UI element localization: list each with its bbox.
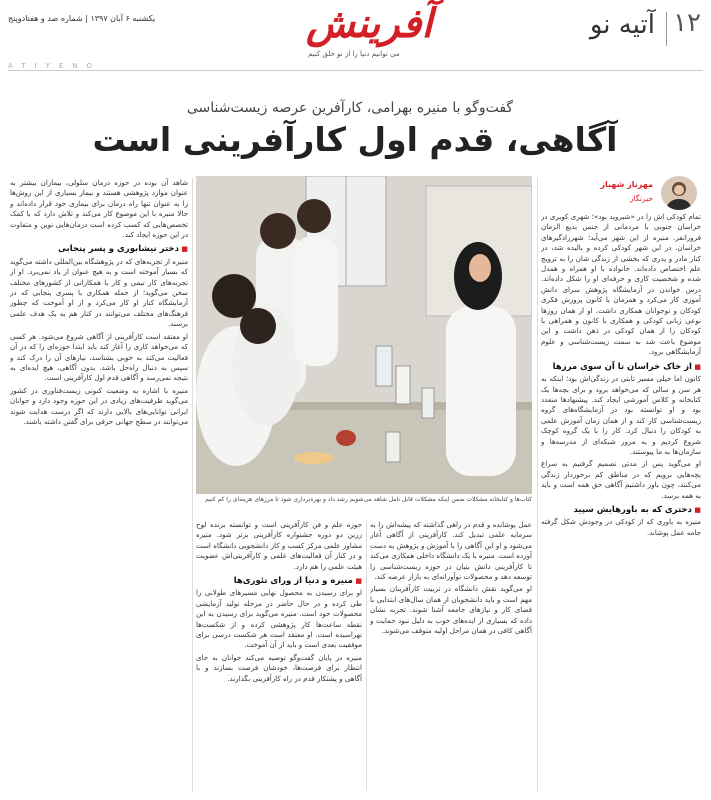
page-number: ۱۲ bbox=[673, 8, 701, 38]
subheading: ■ دختر نیشابوری و پسر پنجابی bbox=[10, 244, 188, 254]
photo-caption: کتاب‌ها و کتابخانه مشکلات ضمن اینکه مشکلات قابل تامل شاهد می‌شویم رشد داد و بهره‌برداری شود تا مرزهای هزینه‌ای را کم کنیم bbox=[205, 496, 532, 503]
column-divider bbox=[537, 178, 538, 792]
body-paragraph: حوزه علم و فن کارآفرینی است و توانسته برنده لوح زرین دو دوره جشنواره کارآفرینی برتر شود. منیره مشاور علمی مرکز کسب و کار دانشجویی دانشگاه است و در کنار آن فعالیت‌های علمی و کارآفرینی‌اش عضویت هیئت علمی را هم دارد. bbox=[196, 520, 362, 571]
body-paragraph: منیره در پایان گفت‌وگو توصیه می‌کند جوانان به جای انتظار برای فرصت‌ها، خودشان فرصت بسازند و با آگاهی و پشتکار قدم در راه کارآفرینی بگذارند. bbox=[196, 652, 362, 683]
masthead-code: ATIYENO bbox=[8, 62, 102, 70]
logo-tagline: می توانیم دنیا را از نو خلق کنیم bbox=[308, 50, 400, 58]
column-divider bbox=[366, 520, 367, 790]
masthead-divider bbox=[666, 12, 667, 46]
article-headline: آگاهی، قدم اول کارآفرینی است bbox=[92, 120, 618, 159]
author-role: خبرنگار bbox=[629, 194, 653, 203]
subheading: ■ منیره و دنیا از ورای تئوری‌ها bbox=[196, 576, 362, 586]
article-column-bottom-right bbox=[370, 520, 532, 792]
article-photo bbox=[196, 176, 532, 494]
article-column-right bbox=[541, 212, 701, 792]
author-byline bbox=[541, 176, 701, 210]
subheading: ■ از خاک خراسان تا آن سوی مرزها bbox=[541, 362, 701, 372]
body-paragraph: او معتقد است کارآفرینی از آگاهی شروع می‌شود. هر کسی که می‌خواهد کاری را آغاز کند باید ابتدا حوزه‌ای را که در آن فعالیت می‌کند به خوبی بشناسد، نیازهای آن را درک کند و سپس به دنبال راه‌حل باشد. بدون آگاهی، هیچ ایده‌ای به نتیجه نمی‌رسد و آگاهی قدم اول کارآفرینی است. bbox=[10, 331, 188, 383]
issue-date-line: یکشنبه ۶ آبان ۱۳۹۷ | شماره صد و هفتادوپنج bbox=[8, 14, 156, 23]
article-column-bottom-middle bbox=[196, 520, 362, 792]
subheading: ■ دختری که به باورهایش سپید bbox=[541, 505, 701, 515]
author-name: مهرناز شهباز bbox=[600, 180, 653, 189]
body-paragraph: شاهد آن بوده در حوزه درمان سلولی، بیماران بیشتر به عنوان موارد پژوهشی هستند و بیمار بسیاری از این روش‌ها را به عنوان تنها راه درمان برای بیماری خود قرار داده‌اند و حالا منیره با این موضوع کار می‌کند و تلاش دارد که با کمک تخصص‌هایی که کسب کرده است درمان‌هایی نوین و متفاوت در این حوزه ایجاد کند. bbox=[10, 178, 188, 240]
body-paragraph: منیره با اشاره به وضعیت کنونی زیست‌فناوری در کشور می‌گوید ظرفیت‌های زیادی در این حوزه وجود دارد و جوانان ایرانی توانایی‌های بالایی دارند که اگر درست هدایت شوند می‌توانند در سطح جهانی حرفی برای گفتن داشته باشند. bbox=[10, 385, 188, 426]
body-paragraph: عمل پوشانده و قدم در راهی گذاشته که پیشه‌اش را به سرمایه علمی تبدیل کند. کارآفرینی از آگاهی آغاز می‌شود و او این آگاهی را با آموزش و پژوهش به دست آورده است. منیره با یک دانشگاه داخلی همکاری می‌کند تا کارآفرینی دانش بنیان در حوزه زیست‌شناسی را توسعه دهد و محصولات نوآورانه‌ای به بازار عرضه کند. bbox=[370, 520, 532, 582]
publication-logo: آفرینش bbox=[306, 0, 433, 47]
body-paragraph: او برای رسیدن به محصول نهایی مسیرهای طولانی را طی کرده و در حال حاضر در مرحله تولید آزمایشی محصولات خود است. منیره می‌گوید برای رسیدن به این نقطه ساعت‌ها کار پژوهشی کرده و از شکست‌ها نهراسیده است. او معتقد است هر شکست درسی برای موفقیت بعدی است و باید از آن آموخت. bbox=[196, 588, 362, 650]
article-kicker: گفت‌وگو با منیره بهرامی، کارآفرین عرصه زیست‌شناسی bbox=[186, 100, 514, 116]
column-divider bbox=[192, 178, 193, 792]
section-title: آتیه نو bbox=[589, 10, 655, 40]
body-paragraph: او می‌گوید نقش دانشگاه در تربیت کارآفرینان بسیار مهم است و باید دانشجویان از همان سال‌های ابتدایی با فضای کار و نیازهای جامعه آشنا شوند. تجربه نشان داده که بسیاری از ایده‌های خوب به دلیل نبود حمایت و آگاهی کافی در همان مراحل اولیه متوقف می‌شوند. bbox=[370, 584, 532, 636]
author-avatar bbox=[661, 176, 697, 210]
body-paragraph: منیره به باوری که از کودکی در وجودش شکل گرفته جامه عمل پوشاند. bbox=[541, 517, 701, 537]
body-paragraph: منیره از تجربه‌های که در پژوهشگاه بین‌المللی داشته می‌گوید که بسیار آموخته است و به هیچ عنوان از یاد نمی‌برد. او از تجربه‌های کار تیمی و کار با همکارانی از کشورهای مختلف سخن می‌گوید؛ از جمله همکاری با پسری پنجابی که در آزمایشگاه کنار او کار می‌کرد و از او آموخت که چطور فرهنگ‌های مختلف می‌توانند در کنار هم به یک هدف علمی برسند. bbox=[10, 256, 188, 329]
masthead-rule bbox=[8, 70, 703, 71]
article-column-left bbox=[10, 178, 188, 792]
body-paragraph: تمام کودکی اش را در «شبروید بود»؛ شهری کویری در خراسان جنوبی با مردمانی از جنس بدیع الزمان فروزانفر. منیره از این شهر می‌آید؛ شهرزادگیرهای خراسان. در این شهر کودکی کرده و بالیده شد، در کنار مادر و پدری که بخشی از زندگی شان را به ترویج علم اختصاص داده‌اند. خانواده با او همراه و همدل شده و شخصیت کاری و حرفه‌ای او را شکل داده‌اند. درس خواندن در آزمایشگاه پژوهش سرای دانش آموزی کار می‌کرد و همزمان با کانون پرورش فکری کودکان و نوجوانان همکاری داشت. او از همان روزها نوعی زبانی کودکی و همکاری با کانون و همراهی با کودکان را از همان کودکی در ذهن داشت و این موضوع باعث شد به سمت زیست‌شناسی و علوم آزمایشگاهی برود. bbox=[541, 212, 701, 357]
body-paragraph: او می‌گوید پس از مدتی تصمیم گرفتیم به سراغ بچه‌هایی برویم که در مناطق کم برخوردار زندگی می‌کنند، چون باور داشتیم آگاهی حق همه است و باید به همه برسد. bbox=[541, 459, 701, 500]
body-paragraph: کانون اما خیلی مسیر ثابتی در زندگی‌اش بود؛ اینکه به هر سن و سالی که می‌خواهد برود و برای بچه‌ها یک کتابخانه و کلاس آموزشی ایجاد کند. پیشنهادها متعدد بود و او توانسته بود در آزمایشگاه‌های گروه زیست‌شناسی کار کند و از همان زمان آموزش علمی به کودکان را دنبال کرد. کار را با یک گروه کوچک شروع کردیم و به مرور شبکه‌ای از مدرسه‌ها و سازمان‌ها به ما پیوستند. bbox=[541, 374, 701, 456]
